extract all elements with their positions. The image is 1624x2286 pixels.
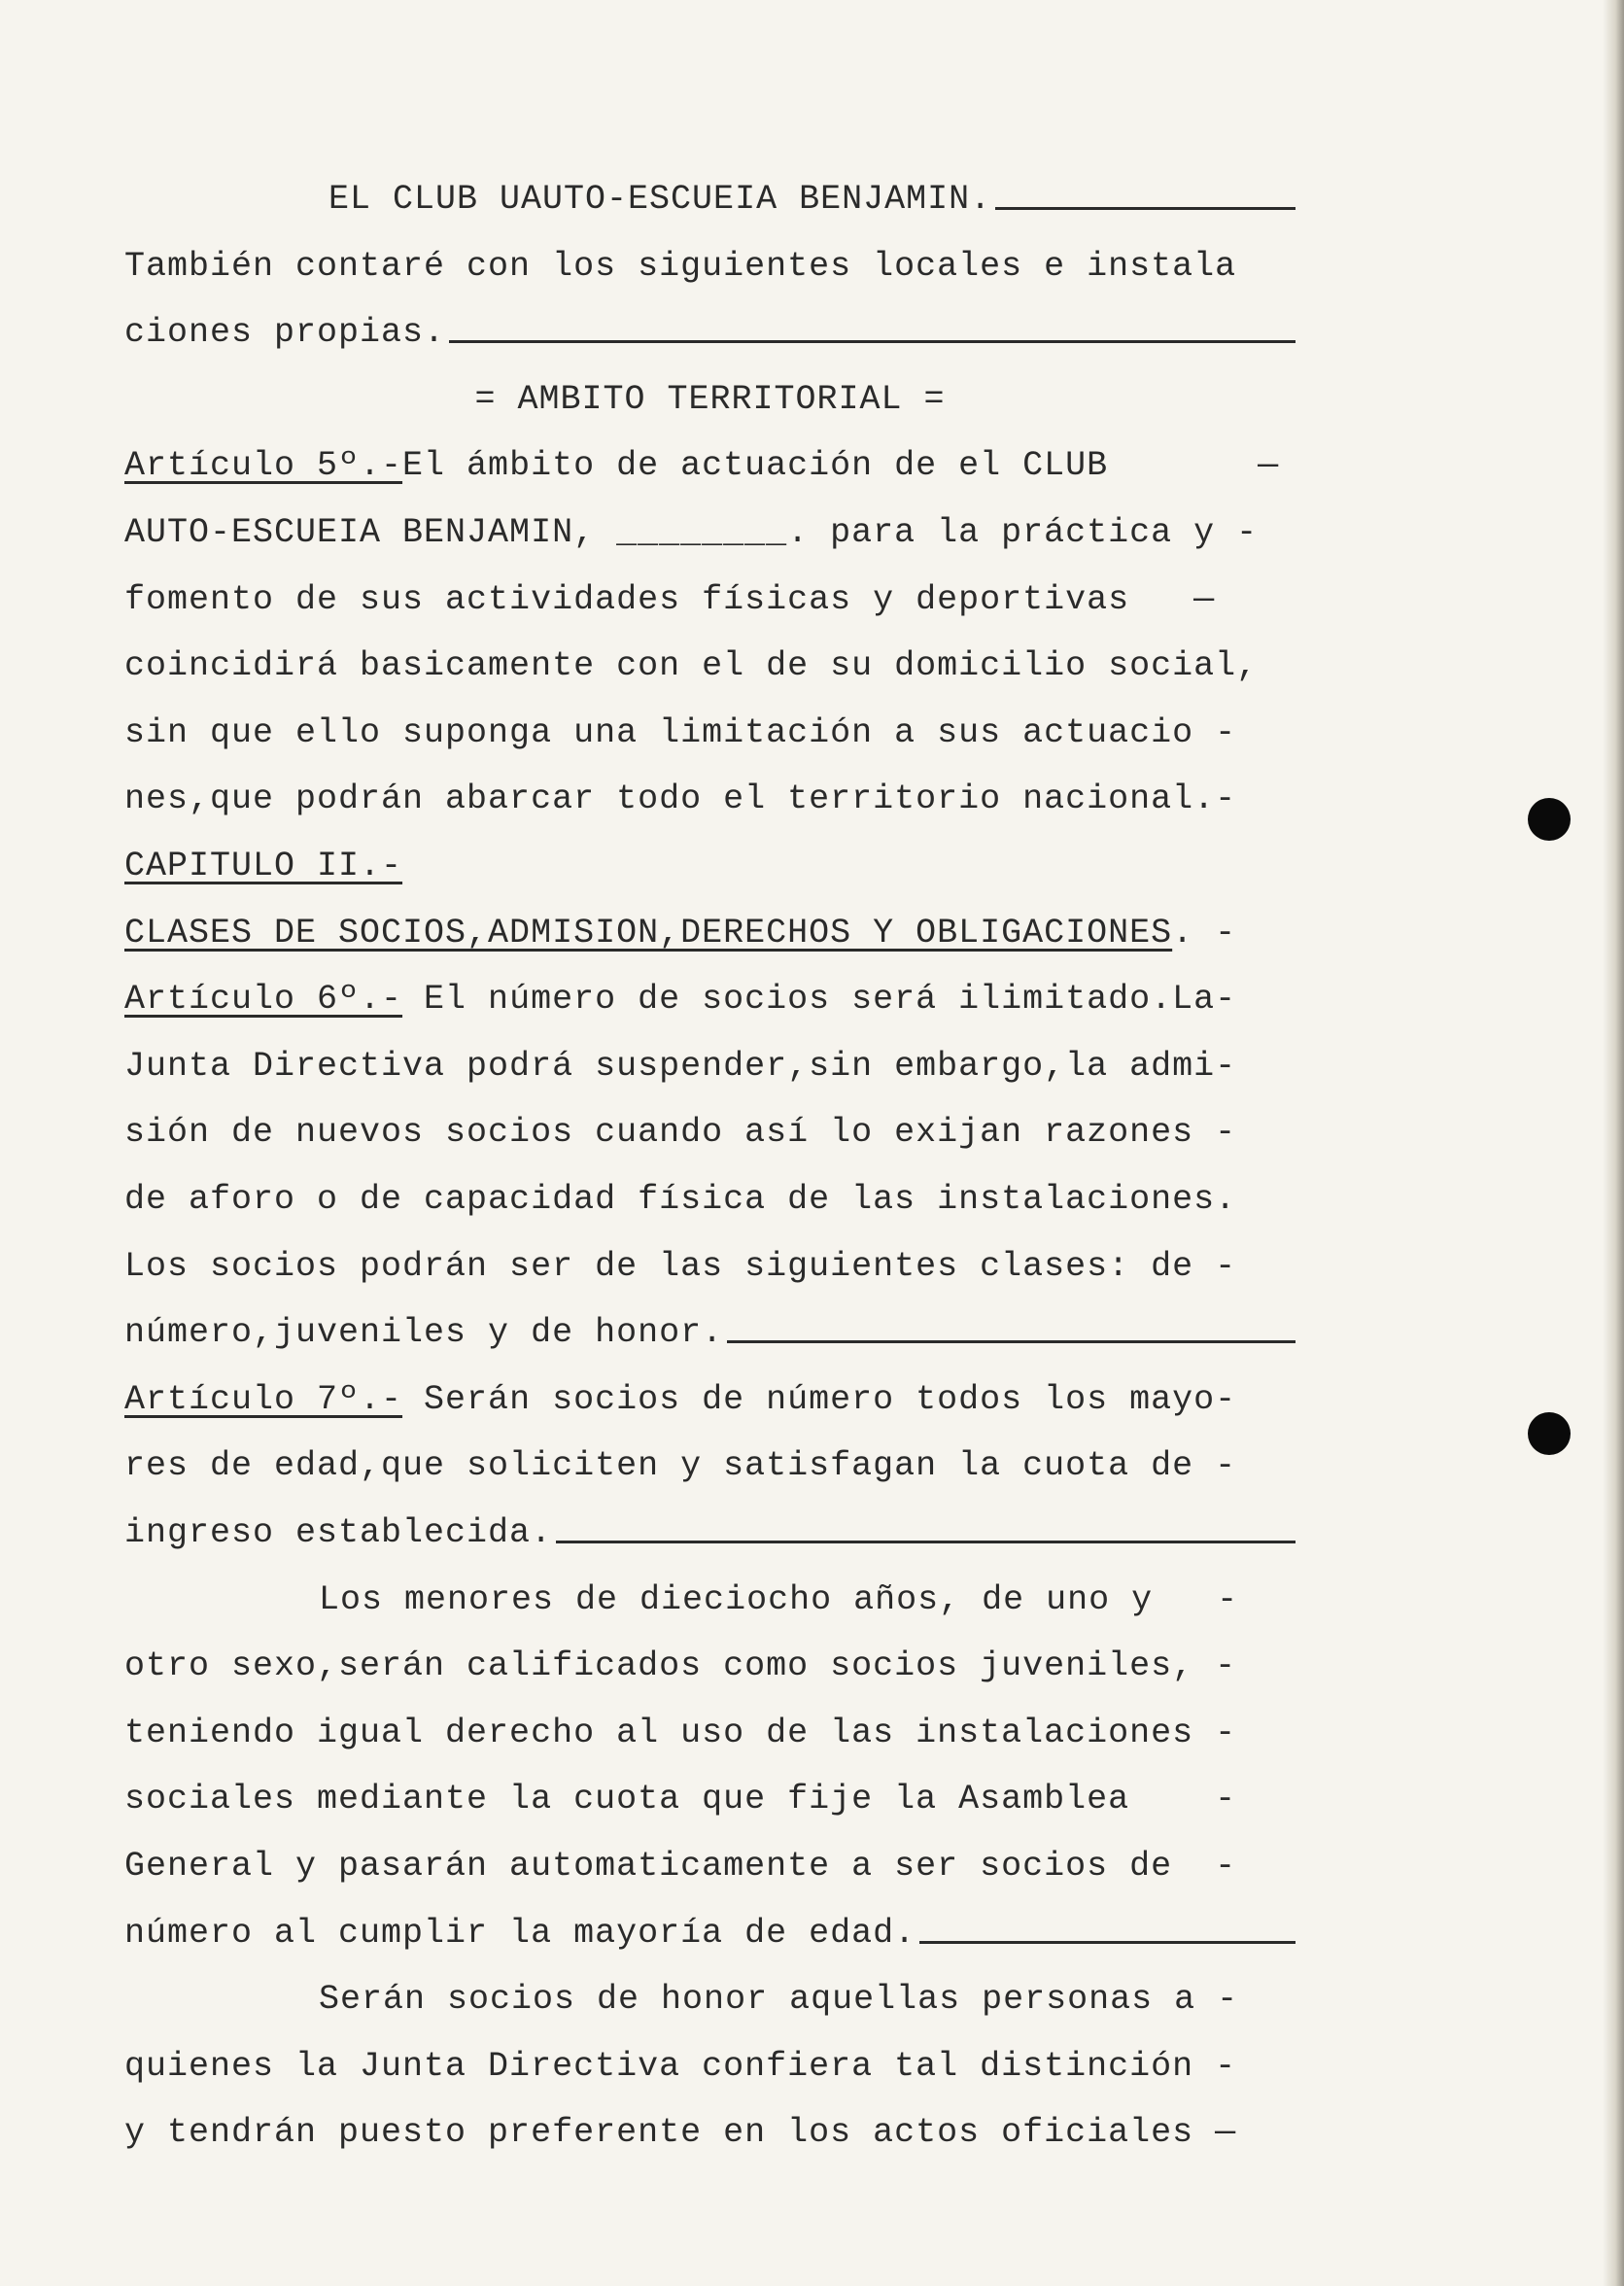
text-line [124,909,1296,957]
line-text: General y pasarán automaticamente a ser socios de - [124,1847,1237,1886]
text-line [124,1242,1296,1291]
fill-rule [727,1340,1296,1343]
text-line [124,1842,1296,1890]
line-text: El número de socios será ilimitado.La- [402,980,1237,1020]
text-line [328,175,1296,224]
text-line [124,2108,1296,2157]
line-text: fomento de sus actividades físicas y deportivas — [124,579,1216,619]
text-line [124,242,1296,291]
text-line [124,775,1296,823]
text-line [124,975,1296,1023]
text-line [124,375,1296,424]
underlined-heading: Artículo 7º.- [124,1379,403,1419]
text-line [124,1375,1296,1424]
line-text: sociales mediante la cuota que fije la Asamblea - [124,1780,1237,1819]
line-text: número,juveniles y de honor. [124,1313,724,1353]
line-text: otro sexo,serán calificados como socios juveniles, - [124,1646,1237,1686]
text-line [124,1909,1296,1957]
fill-rule [556,1541,1296,1543]
text-line [124,1441,1296,1490]
text-line [124,1175,1296,1224]
page-edge [1603,0,1624,2286]
text-line [124,842,1296,890]
text-line [124,2042,1296,2091]
line-text: número al cumplir la mayoría de edad. [124,1913,916,1953]
fill-rule [449,340,1296,343]
line-text: Junta Directiva podrá suspender,sin embargo,la admi- [124,1046,1237,1086]
text-line [124,641,1296,690]
line-text: teniendo igual derecho al uso de las instalaciones - [124,1713,1237,1752]
text-line [124,1108,1296,1157]
text-line [124,1508,1296,1557]
line-text: = AMBITO TERRITORIAL = [474,379,946,419]
text-line [124,1775,1296,1823]
punch-hole [1528,798,1571,841]
text-line [124,1308,1296,1357]
underlined-heading: Artículo 6º.- [124,980,403,1020]
line-text: Los socios podrán ser de las siguientes clases: de - [124,1246,1237,1286]
fill-rule [995,207,1296,210]
text-line [319,1576,1296,1624]
text-line [319,1975,1296,2024]
line-text: nes,que podrán abarcar todo el territorio nacional.- [124,779,1237,819]
line-text: res de edad,que soliciten y satisfagan la cuota de - [124,1446,1237,1486]
line-text: También contaré con los siguientes locales e instala [124,246,1237,286]
text-line [124,709,1296,757]
line-text: y tendrán puesto preferente en los actos oficiales — [124,2113,1237,2153]
line-text: . - [1172,913,1237,952]
underlined-heading: Artículo 5º.- [124,446,403,486]
underlined-heading: CAPITULO II.- [124,847,403,885]
text-line [124,308,1296,357]
line-text: ingreso establecida. [124,1513,553,1552]
punch-hole [1528,1412,1571,1455]
line-text: Los menores de dieciocho años, de uno y - [319,1579,1239,1619]
line-text: Serán socios de honor aquellas personas a - [319,1980,1239,2020]
text-line [124,508,1296,557]
text-line [124,1042,1296,1091]
line-text: El ámbito de actuación de el CLUB — [402,446,1280,486]
text-line [124,1709,1296,1757]
line-text: EL CLUB UAUTO-ESCUEIA BENJAMIN. [328,180,992,219]
text-line [124,1642,1296,1690]
fill-rule [919,1941,1296,1944]
line-text: de aforo o de capacidad física de las instalaciones. [124,1180,1237,1219]
line-text: AUTO-ESCUEIA BENJAMIN, ________. para la práctica y - [124,513,1259,552]
line-text: quienes la Junta Directiva confiera tal distinción - [124,2046,1237,2086]
text-line [124,575,1296,624]
line-text: coincidirá basicamente con el de su domicilio social, [124,646,1259,686]
line-text: Serán socios de número todos los mayo- [402,1379,1237,1419]
line-text: ciones propias. [124,313,446,353]
line-text: sión de nuevos socios cuando así lo exijan razones - [124,1113,1237,1153]
underlined-heading: CLASES DE SOCIOS,ADMISION,DERECHOS Y OBLIGACIONES [124,913,1173,952]
text-line [124,441,1296,490]
line-text: sin que ello suponga una limitación a sus actuacio - [124,712,1237,752]
